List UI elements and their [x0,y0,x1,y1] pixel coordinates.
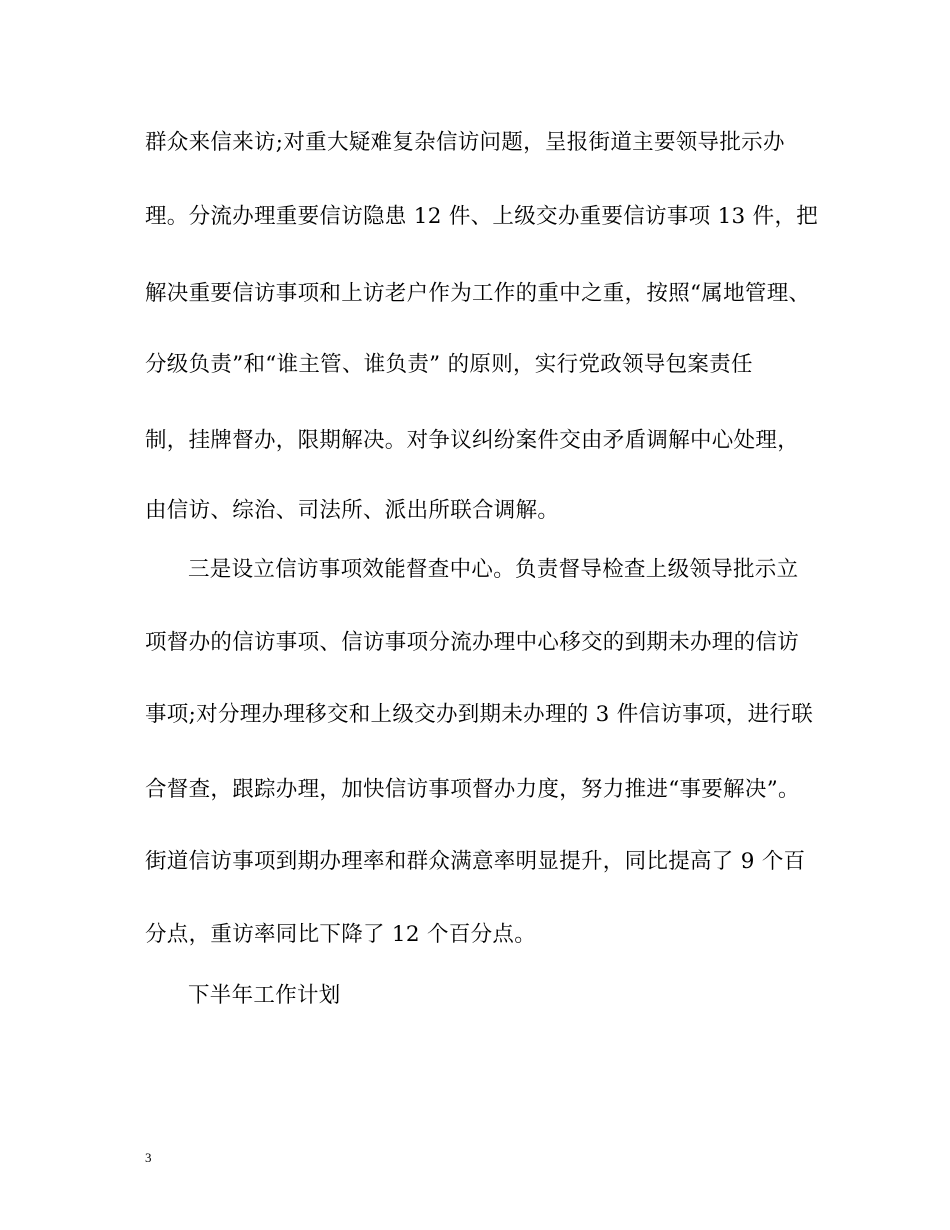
section-heading: 下半年工作计划 [188,983,341,1008]
text-line-11: 街道信访事项到期办理率和群众满意率明显提升，同比提高了 9 个百 [145,849,806,874]
text-line-6: 由信访、综治、司法所、派出所联合调解。 [145,498,560,523]
text-line-4: 分级负责”和“谁主管、谁负责” 的原则，实行党政领导包案责任 [145,352,753,377]
text-line-2: 理。分流办理重要信访隐患 12 件、上级交办重要信访事项 13 件，把 [145,204,819,229]
text-line-9: 事项;对分理办理移交和上级交办到期未办理的 3 件信访事项，进行联 [145,702,813,727]
text-line-7: 三是设立信访事项效能督查中心。负责督导检查上级领导批示立 [188,557,799,582]
text-line-3: 解决重要信访事项和上访老户作为工作的重中之重，按照“属地管理、 [145,281,811,306]
text-line-10: 合督查，跟踪办理，加快信访事项督办力度，努力推进“事要解决”。 [145,777,800,802]
text-line-5: 制，挂牌督办，限期解决。对争议纠纷案件交由矛盾调解中心处理， [145,428,800,453]
text-line-12: 分点，重访率同比下降了 12 个百分点。 [145,922,537,947]
text-line-1: 群众来信来访;对重大疑难复杂信访问题，呈报街道主要领导批示办 [145,130,785,155]
text-line-8: 项督办的信访事项、信访事项分流办理中心移交的到期未办理的信访 [145,630,800,655]
page-number: 3 [145,1150,152,1165]
